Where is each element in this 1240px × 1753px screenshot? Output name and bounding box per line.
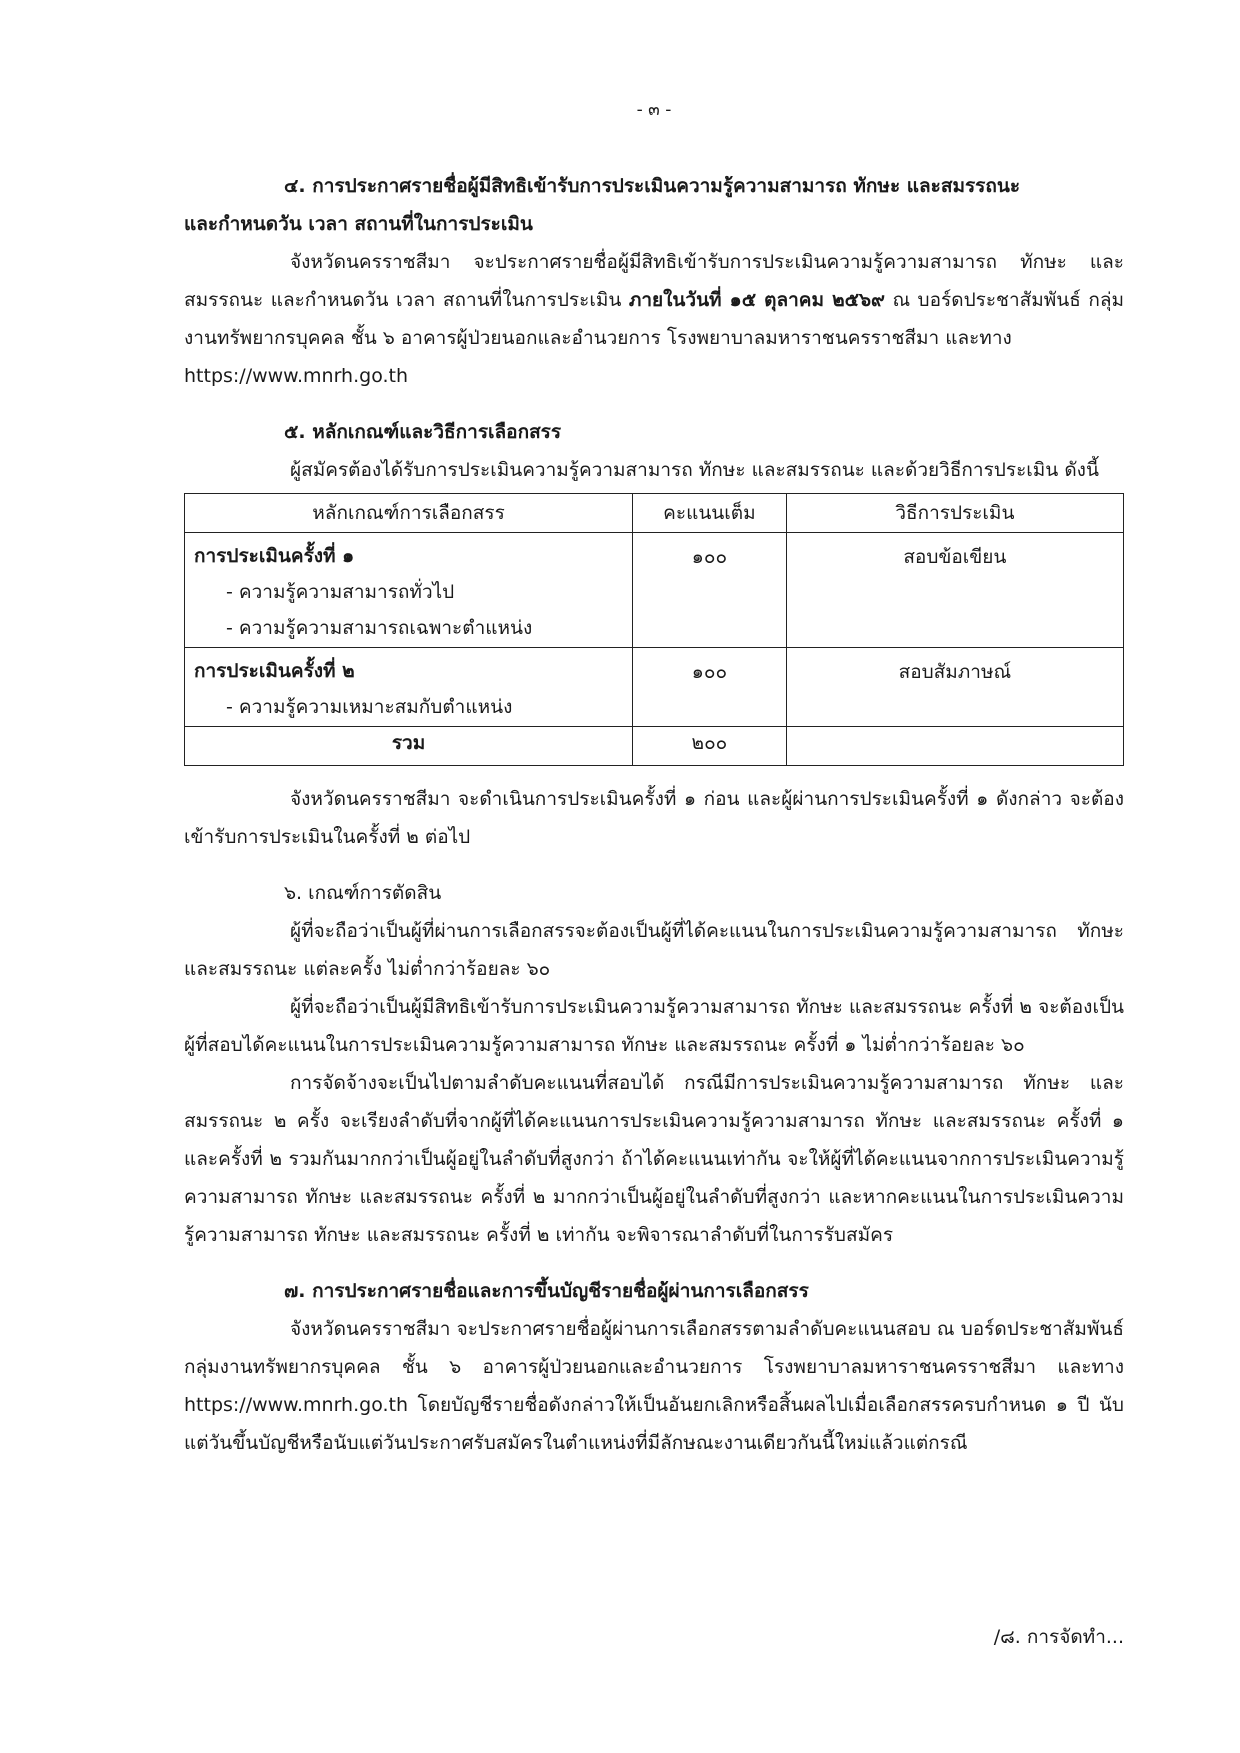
total-label: รวม (185, 727, 633, 766)
section-4-body-part1: จังหวัดนครราชสีมา จะประกาศรายชื่อผู้มีสิทธิเข้ารับการประเมินความรู้ความสามารถ ทักษะ และสมรรถนะ และกำหนดวัน เวลา สถานที่ในการประเมิน (184, 251, 1124, 311)
section-4-body-part2: ณ บอร์ดประชาสัมพันธ์ กลุ่มงานทรัพยากรบุคคล ชั้น ๖ อาคารผู้ป่วยนอกและอำนวยการ โรงพยาบาลมหาราชนครราชสีมา และทาง (184, 289, 1124, 349)
total-row (185, 727, 1124, 766)
page-number: - ๓ - (636, 100, 672, 120)
section-4-body (184, 243, 1124, 357)
table-row (185, 533, 1124, 648)
section-7-heading-text: ๗. การประกาศรายชื่อและการขึ้นบัญชีรายชื่อผู้ผ่านการเลือกสรร (284, 1280, 809, 1302)
assessment-1-item-2: - ความรู้ความสามารถเฉพาะตำแหน่ง (226, 617, 533, 639)
section-7-body: จังหวัดนครราชสีมา จะประกาศรายชื่อผู้ผ่านการเลือกสรรตามลำดับคะแนนสอบ ณ บอร์ดประชาสัมพันธ์ กลุ่มงานทรัพยากรบุคคล ชั้น ๖ อาคารผู้ป่วยนอกและอำนวยการ โรงพยาบาลมหาราชนครราชสีมา และทาง https://www.mnrh.go.th โดยบัญชีรายชื่อดังกล่าวให้เป็นอันยกเลิกหรือสิ้นผลไปเมื่อเลือกสรรครบกำหนด ๑ ปี นับแต่วันขึ้นบัญชีหรือนับแต่วันประกาศรับสมัครในตำแหน่งที่มีลักษณะงานเดียวกันนี้ใหม่แล้วแต่กรณี (184, 1318, 1124, 1454)
header-method: วิธีการประเมิน (786, 494, 1123, 533)
criteria-cell (185, 533, 633, 648)
next-page-indicator: /๘. การจัดทำ... (993, 1626, 1124, 1648)
assessment-2-score: ๑๐๐ (633, 648, 787, 727)
header-full-score: คะแนนเต็ม (633, 494, 787, 533)
section-4-url[interactable]: https://www.mnrh.go.th (184, 365, 409, 387)
total-value: ๒๐๐ (633, 727, 787, 766)
assessment-2-title: การประเมินครั้งที่ ๒ (194, 660, 355, 682)
section-6-heading-text: ๖. เกณฑ์การตัดสิน (284, 882, 442, 904)
section-4-heading (184, 167, 1124, 243)
section-7-heading (184, 1272, 1124, 1310)
table-row (185, 648, 1124, 727)
criteria-cell (185, 648, 633, 727)
assessment-2-method: สอบสัมภาษณ์ (786, 648, 1123, 727)
section-6-para-3: การจัดจ้างจะเป็นไปตามลำดับคะแนนที่สอบได้ กรณีมีการประเมินความรู้ความสามารถ ทักษะ และสมรรถนะ ๒ ครั้ง จะเรียงลำดับที่จากผู้ที่ได้คะแนนการประเมินความรู้ความสามารถ ทักษะ และสมรรถนะ ครั้งที่ ๑ และครั้งที่ ๒ รวมกันมากกว่าเป็นผู้อยู่ในลำดับที่สูงกว่า ถ้าได้คะแนนเท่ากัน จะให้ผู้ที่ได้คะแนนจากการประเมินความรู้ความสามารถ ทักษะ และสมรรถนะ ครั้งที่ ๒ มากกว่าเป็นผู้อยู่ในลำดับที่สูงกว่า และหากคะแนนในการประเมินความรู้ความสามารถ ทักษะ และสมรรถนะ ครั้งที่ ๒ เท่ากัน จะพิจารณาลำดับที่ในการรับสมัคร (184, 1072, 1124, 1246)
assessment-1-method: สอบข้อเขียน (786, 533, 1123, 648)
section-4-date: ภายในวันที่ ๑๕ ตุลาคม ๒๕๖๙ (628, 289, 885, 311)
section-5-heading-text: ๕. หลักเกณฑ์และวิธีการเลือกสรร (284, 421, 562, 443)
assessment-2-item-1: - ความรู้ความเหมาะสมกับตำแหน่ง (226, 696, 513, 718)
document-page (184, 96, 1124, 1462)
criteria-table-header (185, 494, 1124, 533)
section-6-heading (184, 874, 1124, 912)
criteria-table (184, 493, 1124, 766)
section-5-heading (184, 413, 1124, 451)
total-method-empty (786, 727, 1123, 766)
section-4-heading-line2: และกำหนดวัน เวลา สถานที่ในการประเมิน (184, 213, 533, 235)
section-5-after-table: จังหวัดนครราชสีมา จะดำเนินการประเมินครั้งที่ ๑ ก่อน และผู้ผ่านการประเมินครั้งที่ ๑ ดังกล่าว จะต้องเข้ารับการประเมินในครั้งที่ ๒ ต่อไป (184, 788, 1124, 848)
assessment-1-score: ๑๐๐ (633, 533, 787, 648)
assessment-1-item-1: - ความรู้ความสามารถทั่วไป (226, 581, 455, 603)
assessment-1-title: การประเมินครั้งที่ ๑ (194, 545, 355, 567)
section-6-para-2: ผู้ที่จะถือว่าเป็นผู้มีสิทธิเข้ารับการประเมินความรู้ความสามารถ ทักษะ และสมรรถนะ ครั้งที่ ๒ จะต้องเป็นผู้ที่สอบได้คะแนนในการประเมินความรู้ความสามารถ ทักษะ และสมรรถนะ ครั้งที่ ๑ ไม่ต่ำกว่าร้อยละ ๖๐ (184, 996, 1124, 1056)
section-5-intro: ผู้สมัครต้องได้รับการประเมินความรู้ความสามารถ ทักษะ และสมรรถนะ และด้วยวิธีการประเมิน ดังนี้ (290, 459, 1099, 481)
section-6-para-1: ผู้ที่จะถือว่าเป็นผู้ที่ผ่านการเลือกสรรจะต้องเป็นผู้ที่ได้คะแนนในการประเมินความรู้ความสามารถ ทักษะ และสมรรถนะ แต่ละครั้ง ไม่ต่ำกว่าร้อยละ ๖๐ (184, 920, 1124, 980)
header-criteria: หลักเกณฑ์การเลือกสรร (185, 494, 633, 533)
section-4-heading-line1: ๔. การประกาศรายชื่อผู้มีสิทธิเข้ารับการประเมินความรู้ความสามารถ ทักษะ และสมรรถนะ (284, 175, 1021, 197)
